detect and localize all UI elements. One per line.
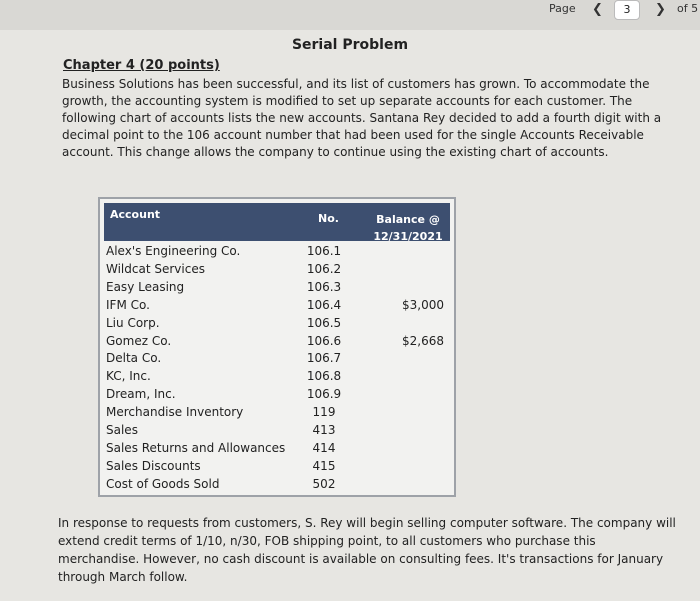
table-row <box>106 244 452 262</box>
cell-balance: $3,000 <box>402 297 444 312</box>
cell-account: KC, Inc. <box>106 369 151 384</box>
cell-no: 502 <box>312 476 336 491</box>
table-row <box>106 423 452 441</box>
table-row <box>106 316 452 334</box>
cell-account: Easy Leasing <box>106 279 185 294</box>
closing-paragraph: In response to requests from customers, S. Rey will begin selling computer software. The company will extend credit terms of 1/10, n/30, FOB shipping point, to all customers who purchase this merchandise. However, no cash discount is available on consulting fees. It's transactions for January through March follow. <box>58 516 676 584</box>
header-account: Account <box>110 208 161 221</box>
chevron-left-icon[interactable]: ❮ <box>592 2 603 17</box>
table-row <box>106 441 452 459</box>
cell-no: 106.6 <box>306 333 342 348</box>
cell-no: 106.4 <box>306 297 342 312</box>
table-row <box>106 387 452 405</box>
cell-no: 415 <box>312 458 336 473</box>
cell-no: 106.3 <box>306 279 342 294</box>
cell-account: Dream, Inc. <box>106 387 176 402</box>
cell-no: 414 <box>312 440 336 455</box>
cell-no: 106.9 <box>306 387 342 402</box>
table-header <box>104 203 450 241</box>
table-row <box>106 262 452 280</box>
cell-no: 106.1 <box>306 244 342 258</box>
cell-account: Sales Discounts <box>106 458 201 473</box>
cell-account: Delta Co. <box>106 351 162 366</box>
chevron-right-icon[interactable]: ❯ <box>655 2 666 17</box>
table-row <box>106 298 452 316</box>
page-label: Page <box>549 2 576 15</box>
current-page-field[interactable]: 3 <box>614 0 640 20</box>
chapter-heading: Chapter 4 (20 points) <box>63 58 220 73</box>
cell-no: 413 <box>312 423 336 437</box>
cell-account: Gomez Co. <box>106 333 172 348</box>
cell-account: Sales Returns and Allowances <box>106 440 286 455</box>
cell-no: 106.8 <box>306 369 342 384</box>
cell-balance: $2,668 <box>402 333 444 348</box>
cell-no: 106.5 <box>306 315 342 330</box>
cell-account: IFM Co. <box>106 297 150 312</box>
chart-of-accounts-table <box>98 197 456 497</box>
cell-account: Liu Corp. <box>106 315 160 330</box>
table-row <box>106 477 452 495</box>
document-title: Serial Problem <box>291 37 409 53</box>
cell-no: 119 <box>312 405 336 420</box>
cell-account: Wildcat Services <box>106 261 205 276</box>
table-row <box>106 369 452 387</box>
intro-paragraph: Business Solutions has been successful, and its list of customers has grown. To accommodate the growth, the accounting system is modified to set up separate accounts for each customer. The following chart of accounts lists the new accounts. Santana Rey decided to add a fourth digit with a decimal point to the 106 account number that had been used for the single Accounts Receivable account. This change allows the company to continue using the existing chart of accounts. <box>62 77 662 159</box>
page-count: of 5 <box>677 2 699 15</box>
header-no: No. <box>318 212 339 225</box>
cell-account: Sales <box>106 423 138 437</box>
table-row <box>106 334 452 352</box>
page-navigation-bar <box>0 0 700 30</box>
cell-no: 106.7 <box>306 351 342 366</box>
table-row <box>106 280 452 298</box>
table-row <box>106 405 452 423</box>
cell-account: Merchandise Inventory <box>106 405 244 420</box>
cell-no: 106.2 <box>306 261 342 276</box>
header-balance: Balance @ 12/31/2021 <box>373 213 443 243</box>
table-row <box>106 459 452 477</box>
table-row <box>106 351 452 369</box>
cell-account: Alex's Engineering Co. <box>106 244 241 258</box>
cell-account: Cost of Goods Sold <box>106 476 220 491</box>
